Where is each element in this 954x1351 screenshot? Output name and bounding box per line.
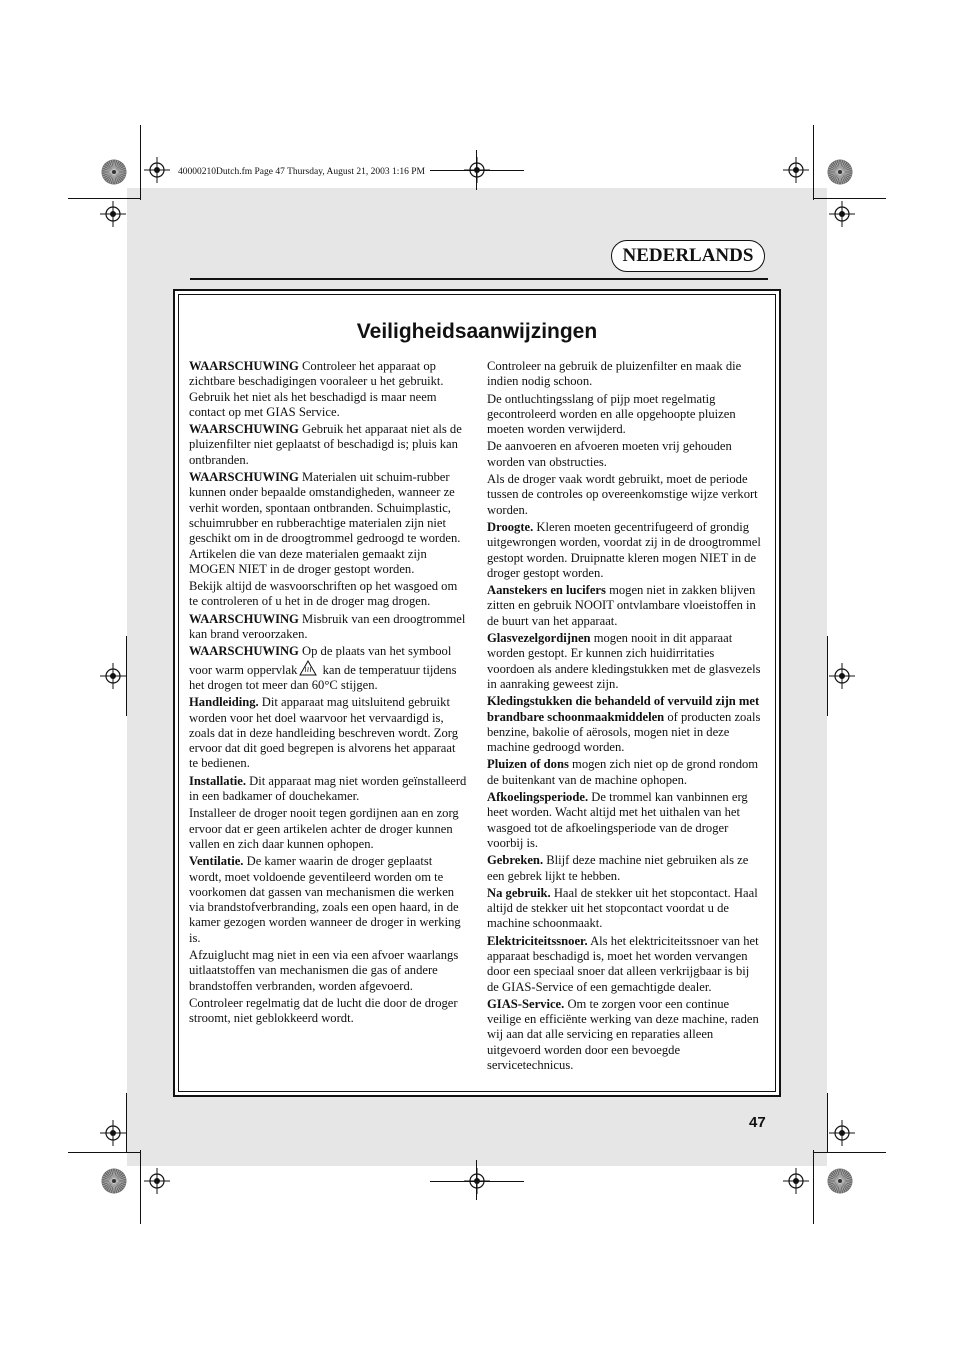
paragraph-lead: Afkoelingsperiode.	[487, 790, 589, 805]
right-column	[487, 359, 763, 1075]
page-number: 47	[749, 1114, 766, 1131]
paragraph	[487, 997, 763, 1073]
paragraph	[487, 392, 763, 438]
paragraph-text: mogen zich niet op de grond rondom de buitenkant van de machine ophopen.	[487, 757, 759, 787]
paragraph-lead: WAARSCHUWING	[189, 359, 299, 373]
paragraph-lead: Installatie.	[189, 773, 247, 788]
paragraph	[189, 644, 467, 693]
registration-mark-icon	[783, 157, 809, 183]
crop-mark	[813, 125, 814, 200]
registration-mark-icon	[783, 1168, 809, 1194]
paragraph-lead: GIAS-Service.	[487, 996, 565, 1011]
paragraph	[487, 694, 763, 755]
paragraph	[487, 631, 763, 692]
paragraph	[189, 854, 467, 946]
safety-instructions-box	[173, 289, 781, 1097]
paragraph-text: Dit apparaat mag uitsluitend gebruikt worden voor het doel waarvoor het vervaardigd is, zoals dat in deze handleiding beschreven wordt. Zorg ervoor dat dit goed begrepen is alvorens het apparaat te bedienen.	[189, 695, 459, 771]
paragraph-text: Blijf deze machine niet gebruiken als ze een gebrek lijkt te hebben.	[487, 853, 749, 883]
language-tab: NEDERLANDS	[611, 240, 765, 272]
paragraph-text: Afzuiglucht mag niet in een via een afvoer waarlangs uitlaatstoffen van mechanismen die gas of andere brandstoffen verbranden, worden afgevoerd.	[189, 947, 459, 993]
paragraph-text: Installeer de droger nooit tegen gordijnen aan en zorg ervoor dat er geen artikelen achter de droger kunnen vallen en zich daar kunnen ophopen.	[189, 806, 459, 851]
paragraph-lead: Na gebruik.	[487, 885, 551, 900]
paragraph-text: Om te zorgen voor een continue veilige en efficiënte werking van deze machine, raden wij aan dat alle servicing en reparaties alleen uitgevoerd worden door een bevoegde servicetechnicus.	[487, 996, 759, 1073]
crop-mark	[126, 636, 127, 716]
paragraph-lead: Handleiding.	[189, 695, 259, 710]
file-info-header: 40000210Dutch.fm Page 47 Thursday, August 21, 2003 1:16 PM	[178, 167, 425, 177]
paragraph-text: Materialen uit schuim-rubber kunnen onder bepaalde omstandigheden, wanneer ze verhit worden, spontaan ontbranden. Schuimplastic, schuimrubber en rubberachtige materialen zijn niet geschikt om in de droogtrommel gedroogd te worden. Artikelen die van deze materialen gemaakt zijn MOGEN NIET in de droger gestopt worden.	[189, 470, 461, 576]
paragraph-lead: WAARSCHUWING	[189, 470, 299, 485]
paragraph	[189, 359, 467, 420]
paragraph-text: Dit apparaat mag niet worden geïnstalleerd in een badkamer of douchekamer.	[189, 773, 467, 804]
section-title: Veiligheidsaanwijzingen	[356, 320, 598, 343]
crop-mark	[126, 1093, 127, 1153]
paragraph-lead: WAARSCHUWING	[189, 422, 299, 437]
color-target-icon	[101, 1168, 127, 1194]
color-target-icon	[827, 1168, 853, 1194]
paragraph-text: Als de droger vaak wordt gebruikt, moet de periode tussen de controles op overeenkomstige wijze verkort worden.	[487, 472, 758, 517]
paragraph-text: Als het elektriciteitssnoer van het apparaat beschadigd is, moet het worden vervangen door een speciaal snoer dat alleen verkrijgbaar is bij de GIAS-Service of een gemachtigde dealer.	[487, 933, 759, 994]
paragraph-text: of producten zoals benzine, bakolie of aërosols, mogen niet in deze machine gedroogd worden.	[487, 709, 761, 755]
paragraph-lead: Glasvezelgordijnen	[487, 631, 591, 646]
paragraph-lead: WAARSCHUWING	[189, 644, 299, 659]
paragraph-text: mogen nooit in dit apparaat worden gestopt. Er kunnen zich huidirritaties voordoen als andere kledingstukken met de glasvezels in aanraking geweest zijn.	[487, 631, 761, 691]
crop-mark	[813, 1150, 814, 1224]
paragraph-text: De kamer waarin de droger geplaatst wordt, moet voldoende geventileerd worden om te voorkomen dat gassen van mechanismen die werken via brandstofverbranding, zoals een open haard, in de kamer gezogen worden wanneer de droger in werking is.	[189, 854, 461, 945]
paragraph-text: Op de plaats van het symbool voor warm oppervlak	[189, 644, 452, 677]
crop-mark	[140, 125, 141, 200]
crop-mark	[814, 198, 886, 199]
registration-mark-icon	[100, 1120, 126, 1146]
paragraph-lead: Gebreken.	[487, 853, 544, 868]
paragraph-text: De trommel kan vanbinnen erg heet worden. Wacht altijd met het uithalen van het wasgoed tot de afkoelingsperiode van de droger voorbij is.	[487, 790, 748, 850]
crop-mark	[476, 1160, 477, 1200]
paragraph-text: Misbruik van een droogtrommel kan brand veroorzaken.	[189, 611, 466, 642]
header-rule	[190, 278, 768, 280]
color-target-icon	[101, 159, 127, 185]
crop-mark	[827, 636, 828, 716]
paragraph	[189, 470, 467, 577]
paragraph-text-continued: kan de temperatuur tijdens het drogen tot meer dan 60°C stijgen.	[189, 662, 457, 692]
paragraph-text: Bekijk altijd de wasvoorschriften op het wasgoed om te controleren of u het in de droger mag drogen.	[189, 579, 458, 609]
paragraph-lead: Elektriciteitssnoer.	[487, 933, 588, 948]
crop-mark	[68, 1152, 140, 1153]
crop-mark	[827, 1093, 828, 1153]
paragraph-text: De aanvoeren en afvoeren moeten vrij gehouden worden van obstructies.	[487, 439, 732, 469]
paragraph	[189, 422, 467, 468]
paragraph	[487, 439, 763, 470]
paragraph-lead: Droogte.	[487, 519, 534, 534]
paragraph-lead: Pluizen of dons	[487, 757, 569, 772]
paragraph	[487, 853, 763, 884]
registration-mark-icon	[144, 157, 170, 183]
registration-mark-icon	[829, 201, 855, 227]
paragraph-text: De ontluchtingsslang of pijp moet regelmatig gecontroleerd worden en alle opgehoopte pluizen moeten worden verwijderd.	[487, 391, 736, 437]
paragraph	[487, 520, 763, 581]
paragraph-text: Controleer het apparaat op zichtbare beschadigingen vooraleer u het gebruikt. Gebruik het niet als het beschadigd is maar neem contact op met GIAS Service.	[189, 359, 444, 419]
paragraph	[487, 359, 763, 390]
paragraph-text: Controleer na gebruik de pluizenfilter en maak die indien nodig schoon.	[487, 359, 742, 389]
registration-mark-icon	[144, 1168, 170, 1194]
paragraph-text: Controleer regelmatig dat de lucht die door de droger stroomt, niet geblokkeerd wordt.	[189, 995, 458, 1026]
registration-mark-icon	[100, 663, 126, 689]
paragraph-text: Kleren moeten gecentrifugeerd of grondig uitgewrongen worden, voordat zij in de droogtrommel gestopt worden. Druipnatte kleren mogen NIET in de droger gestopt worden.	[487, 519, 761, 580]
paragraph	[487, 790, 763, 851]
paragraph-text: mogen niet in zakken blijven zitten en gebruik NOOIT ontvlambare vloeistoffen in de buurt van het apparaat.	[487, 583, 756, 628]
paragraph	[487, 934, 763, 995]
left-column	[189, 359, 467, 1028]
registration-mark-icon	[829, 663, 855, 689]
paragraph	[189, 579, 467, 610]
crop-mark	[476, 150, 477, 190]
paragraph-text: Haal de stekker uit het stopcontact. Haal altijd de stekker uit het stopcontact voordat u de machine schoonmaakt.	[487, 885, 758, 931]
paragraph-lead: Aanstekers en lucifers	[487, 583, 606, 598]
registration-mark-icon	[829, 1120, 855, 1146]
paragraph	[487, 757, 763, 788]
paragraph-text: Gebruik het apparaat niet als de pluizenfilter niet geplaatst of beschadigd is; pluis kan ontbranden.	[189, 422, 462, 467]
crop-mark	[430, 170, 524, 171]
paragraph	[189, 612, 467, 643]
crop-mark	[430, 1181, 524, 1182]
crop-mark	[814, 1152, 886, 1153]
paragraph-lead: WAARSCHUWING	[189, 611, 299, 626]
paragraph	[189, 695, 467, 771]
hot-surface-warning-icon	[299, 660, 317, 676]
paragraph-lead: Kledingstukken die behandeld of vervuild zijn met brandbare schoonmaakmiddelen	[487, 694, 760, 724]
paragraph	[189, 774, 467, 805]
paragraph	[189, 806, 467, 852]
registration-mark-icon	[100, 201, 126, 227]
crop-mark	[140, 1150, 141, 1224]
paragraph-lead: Ventilatie.	[189, 854, 244, 869]
paragraph	[487, 886, 763, 932]
paragraph	[487, 583, 763, 629]
paragraph	[487, 472, 763, 518]
paragraph	[189, 996, 467, 1027]
crop-mark	[68, 198, 140, 199]
color-target-icon	[827, 159, 853, 185]
paragraph	[189, 948, 467, 994]
